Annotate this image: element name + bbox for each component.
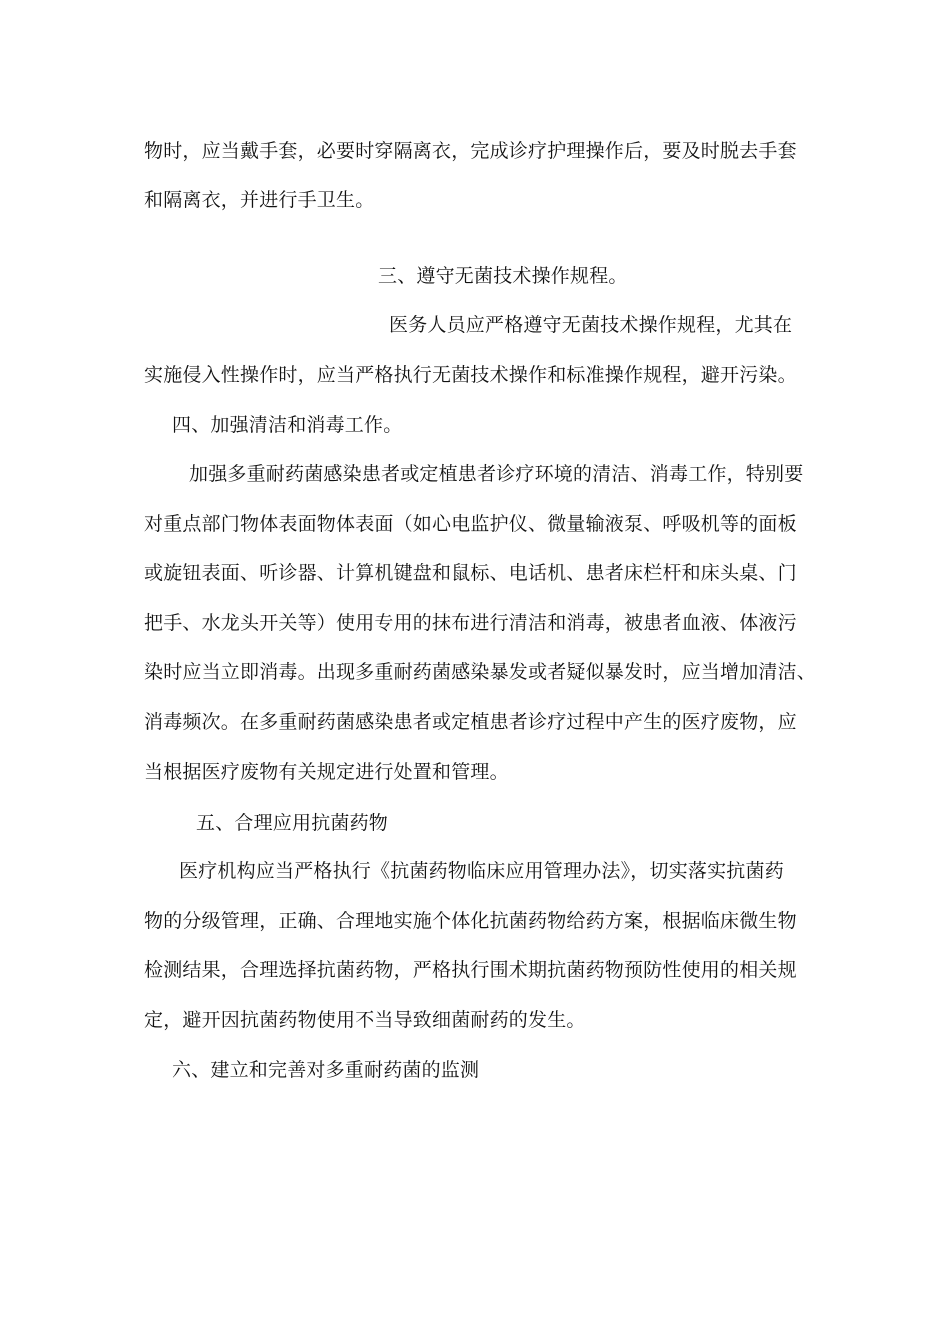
body-text-line: 和隔离衣，并进行手卫生。 bbox=[144, 189, 375, 211]
body-text-line: 染时应当立即消毒。出现多重耐药菌感染暴发或者疑似暴发时，应当增加清洁、 bbox=[144, 661, 817, 683]
section-heading-4: 四、加强清洁和消毒工作。 bbox=[172, 414, 403, 436]
body-text-line: 加强多重耐药菌感染患者或定植患者诊疗环境的清洁、消毒工作，特别要 bbox=[189, 463, 804, 485]
body-text-line: 医疗机构应当严格执行《抗菌药物临床应用管理办法》，切实落实抗菌药 bbox=[179, 860, 784, 882]
body-text-line: 物的分级管理，正确、合理地实施个体化抗菌药物给药方案，根据临床微生物 bbox=[144, 910, 797, 932]
section-heading-6: 六、建立和完善对多重耐药菌的监测 bbox=[172, 1059, 480, 1081]
section-heading-3: 三、遵守无菌技术操作规程。 bbox=[378, 265, 628, 287]
body-text-line: 把手、水龙头开关等）使用专用的抹布进行清洁和消毒，被患者血液、体液污 bbox=[144, 612, 797, 634]
body-text-line: 或旋钮表面、听诊器、计算机键盘和鼠标、电话机、患者床栏杆和床头桌、门 bbox=[144, 562, 797, 584]
body-text-line: 物时，应当戴手套，必要时穿隔离衣，完成诊疗护理操作后，要及时脱去手套 bbox=[144, 140, 797, 162]
section-heading-5: 五、合理应用抗菌药物 bbox=[196, 812, 389, 834]
body-text-line: 实施侵入性操作时，应当严格执行无菌技术操作和标准操作规程，避开污染。 bbox=[144, 364, 797, 386]
body-text-line: 定，避开因抗菌药物使用不当导致细菌耐药的发生。 bbox=[144, 1009, 586, 1031]
body-text-line: 医务人员应严格遵守无菌技术操作规程，尤其在 bbox=[389, 314, 793, 336]
body-text-line: 消毒频次。在多重耐药菌感染患者或定植患者诊疗过程中产生的医疗废物，应 bbox=[144, 711, 797, 733]
body-text-line: 对重点部门物体表面物体表面（如心电监护仪、微量输液泵、呼吸机等的面板 bbox=[144, 513, 797, 535]
body-text-line: 检测结果，合理选择抗菌药物，严格执行围术期抗菌药物预防性使用的相关规 bbox=[144, 959, 797, 981]
body-text-line: 当根据医疗废物有关规定进行处置和管理。 bbox=[144, 761, 509, 783]
